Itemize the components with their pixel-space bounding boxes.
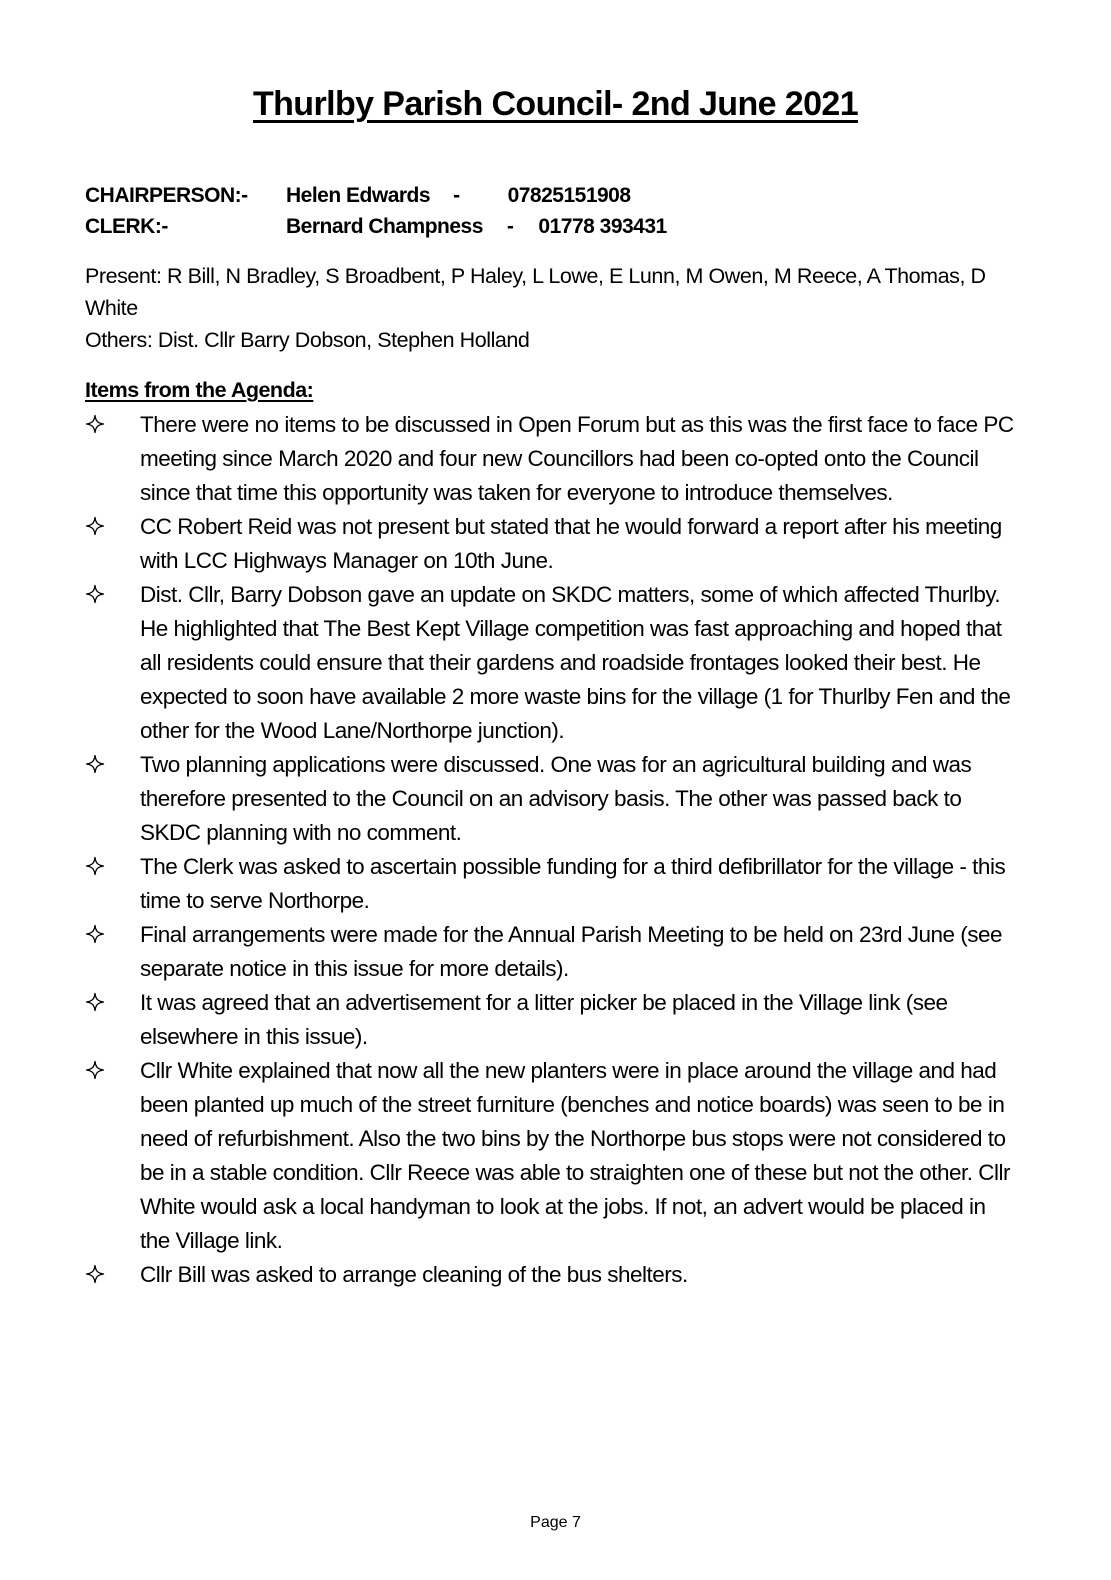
agenda-item-text: CC Robert Reid was not present but stated that he would forward a report after his meeting with LCC Highways Manager on 10th June. [140,514,1002,573]
star-bullet-icon [85,918,140,952]
agenda-item [85,850,1020,918]
agenda-item [85,510,1020,578]
agenda-item-text: There were no items to be discussed in Open Forum but as this was the first face to face PC meeting since March 2020 and four new Councillors had been co-opted onto the Council since that time this opportunity was taken for everyone to introduce themselves. [140,412,1014,505]
chairperson-separator: - [453,184,460,207]
star-bullet-icon [85,578,140,612]
clerk-role-label: CLERK:- [85,215,168,238]
star-bullet-icon [85,986,140,1020]
agenda-item [85,1258,1020,1292]
present-list: Present: R Bill, N Bradley, S Broadbent, P Haley, L Lowe, E Lunn, M Owen, M Reece, A Thomas, D White [85,264,986,320]
chairperson-row [85,180,667,211]
star-bullet-icon [85,748,140,782]
agenda-item [85,986,1020,1054]
agenda-item-text: Dist. Cllr, Barry Dobson gave an update on SKDC matters, some of which affected Thurlby. He highlighted that The Best Kept Village competition was fast approaching and hoped that all residents could ensure that their gardens and roadside frontages looked their best. He expected to soon have available 2 more waste bins for the village (1 for Thurlby Fen and the other for the Wood Lane/Northorpe junction). [140,582,1011,743]
agenda-item-text: Cllr White explained that now all the new planters were in place around the village and had been planted up much of the street furniture (benches and notice boards) was seen to be in need of refurbishment. Also the two bins by the Northorpe bus stops were not considered to be in a stable condition. Cllr Reece was able to straighten one of these but not the other. Cllr White would ask a local handyman to look at the jobs. If not, an advert would be placed in the Village link. [140,1058,1011,1253]
clerk-name: Bernard Champness [286,215,483,238]
agenda-item-text: Cllr Bill was asked to arrange cleaning of the bus shelters. [140,1262,688,1287]
chairperson-role-label: CHAIRPERSON:- [85,184,248,207]
contact-block [85,180,667,242]
page-number: Page 7 [530,1514,581,1531]
attendance-section [85,260,1015,356]
agenda-item [85,1054,1020,1258]
agenda-item [85,408,1020,510]
agenda-item [85,748,1020,850]
agenda-item [85,578,1020,748]
agenda-item-text: The Clerk was asked to ascertain possible funding for a third defibrillator for the village - this time to serve Northorpe. [140,854,1006,913]
chairperson-phone: 07825151908 [507,184,631,207]
star-bullet-icon [85,408,140,442]
clerk-separator: - [506,215,514,238]
agenda-item-text: Two planning applications were discussed. One was for an agricultural building and was therefore presented to the Council on an advisory basis. The other was passed back to SKDC planning with no comment. [140,752,972,845]
agenda-item-text: It was agreed that an advertisement for a litter picker be placed in the Village link (see elsewhere in this issue). [140,990,948,1049]
others-list: Others: Dist. Cllr Barry Dobson, Stephen Holland [85,328,530,352]
star-bullet-icon [85,510,140,544]
star-bullet-icon [85,1054,140,1088]
chairperson-name: Helen Edwards [286,184,431,207]
clerk-phone: 01778 393431 [538,215,667,238]
agenda-item [85,918,1020,986]
star-bullet-icon [85,1258,140,1292]
star-bullet-icon [85,850,140,884]
clerk-row [85,211,667,242]
agenda-heading: Items from the Agenda: [85,378,314,402]
page-title: Thurlby Parish Council- 2nd June 2021 [252,85,859,123]
agenda-item-text: Final arrangements were made for the Annual Parish Meeting to be held on 23rd June (see separate notice in this issue for more details). [140,922,1003,981]
agenda-list [85,408,1020,1292]
